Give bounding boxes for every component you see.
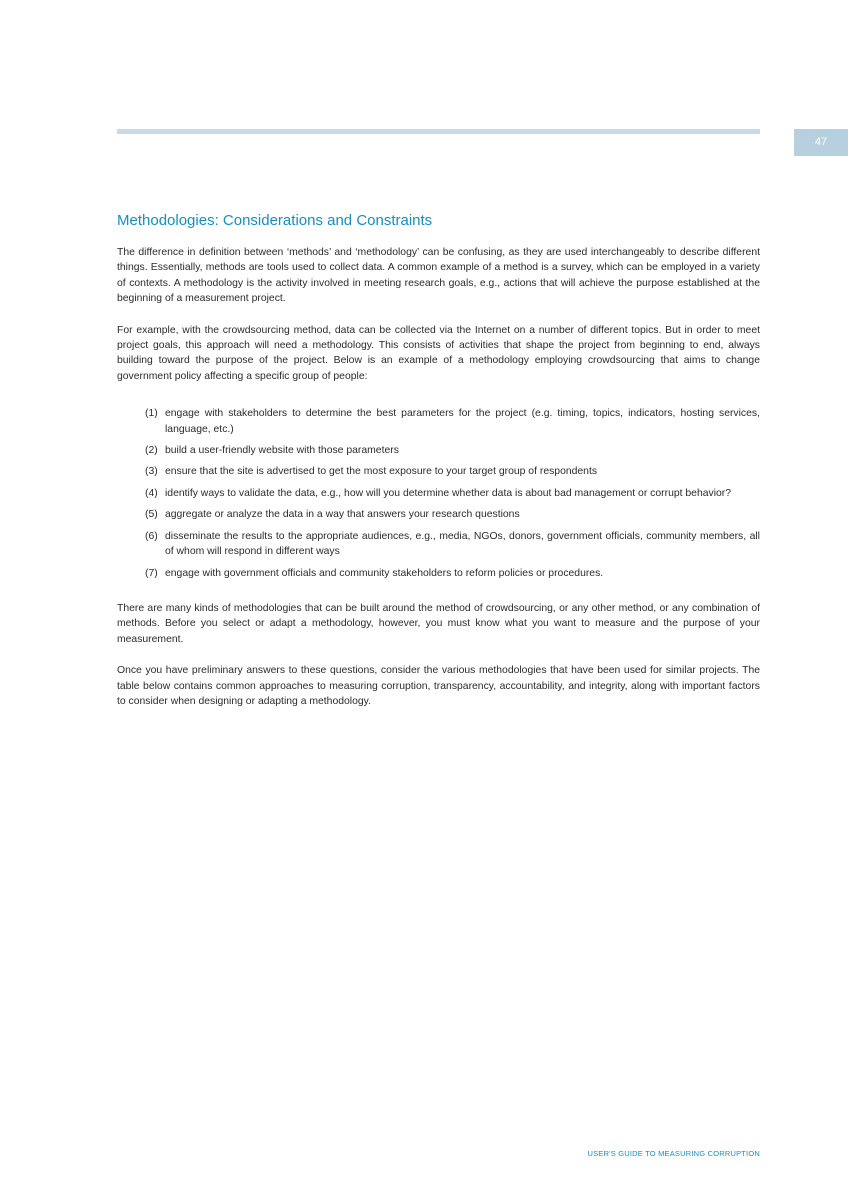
list-item	[145, 566, 760, 581]
paragraph-table-intro: Once you have preliminary answers to these questions, consider the various methodologies that have been used for similar projects. The table below contains common approaches to measuring corruption, transparency, accountability, and integrity, along with important factors to consider when designing or adapting a methodology.	[117, 665, 760, 707]
list-item	[145, 443, 760, 458]
list-item-text: build a user-friendly website with those parameters	[165, 445, 399, 457]
paragraph-crowdsourcing-example: For example, with the crowdsourcing method, data can be collected via the Internet on a number of different topics. But in order to meet project goals, this approach will need a methodology. This consists of activities that shape the project from beginning to end, always building toward the purpose of the project. Below is an example of a methodology employing crowdsourcing that aims to change government policy affecting a specific group of people:	[117, 324, 760, 382]
list-item-number: (1)	[145, 408, 158, 420]
list-item-number: (4)	[145, 487, 158, 499]
section-title: Methodologies: Considerations and Constraints	[117, 212, 433, 229]
list-item	[145, 406, 760, 437]
list-item	[145, 529, 760, 560]
page-number: 47	[794, 129, 848, 156]
list-item-text: disseminate the results to the appropriate audiences, e.g., media, NGOs, donors, government officials, community members, all of whom will respond in different ways	[165, 530, 760, 558]
list-item	[145, 507, 760, 522]
footer-title: USER'S GUIDE TO MEASURING CORRUPTION	[587, 1149, 760, 1158]
list-item-number: (5)	[145, 509, 158, 521]
list-item-text: engage with stakeholders to determine the best parameters for the project (e.g. timing, topics, indicators, hosting services, language, etc.)	[165, 408, 760, 435]
list-item-text: identify ways to validate the data, e.g., how will you determine whether data is about bad management or corrupt behavior?	[165, 487, 732, 499]
list-item-text: ensure that the site is advertised to get the most exposure to your target group of respondents	[165, 466, 598, 478]
list-item-text: aggregate or analyze the data in a way that answers your research questions	[165, 509, 520, 521]
paragraph-kinds-of-methodologies: There are many kinds of methodologies that can be built around the method of crowdsourcing, or any other method, or any combination of methods. Before you select or adapt a methodology, however, you must know what you want to measure and the purpose of your measurement.	[117, 602, 760, 645]
list-item	[145, 464, 760, 479]
list-item-number: (7)	[145, 567, 158, 579]
methodology-steps-list	[117, 406, 760, 581]
paragraph-methods-definition: The difference in definition between ‘methods’ and ‘methodology’ can be confusing, as they are used interchangeably to describe different things. Essentially, methods are tools used to collect data. A common example of a method is a survey, which can be employed in a variety of contexts. A methodology is the activity involved in meeting research goals, e.g., actions that will achieve the purpose established at the beginning of a measurement project.	[117, 247, 760, 305]
list-item-text: engage with government officials and community stakeholders to reform policies or procedures.	[165, 567, 604, 579]
list-item-number: (3)	[145, 466, 158, 478]
list-item-number: (2)	[145, 445, 158, 457]
list-item	[145, 486, 760, 501]
header-rule	[117, 129, 760, 134]
main-content	[117, 212, 760, 725]
list-item-number: (6)	[145, 530, 158, 542]
